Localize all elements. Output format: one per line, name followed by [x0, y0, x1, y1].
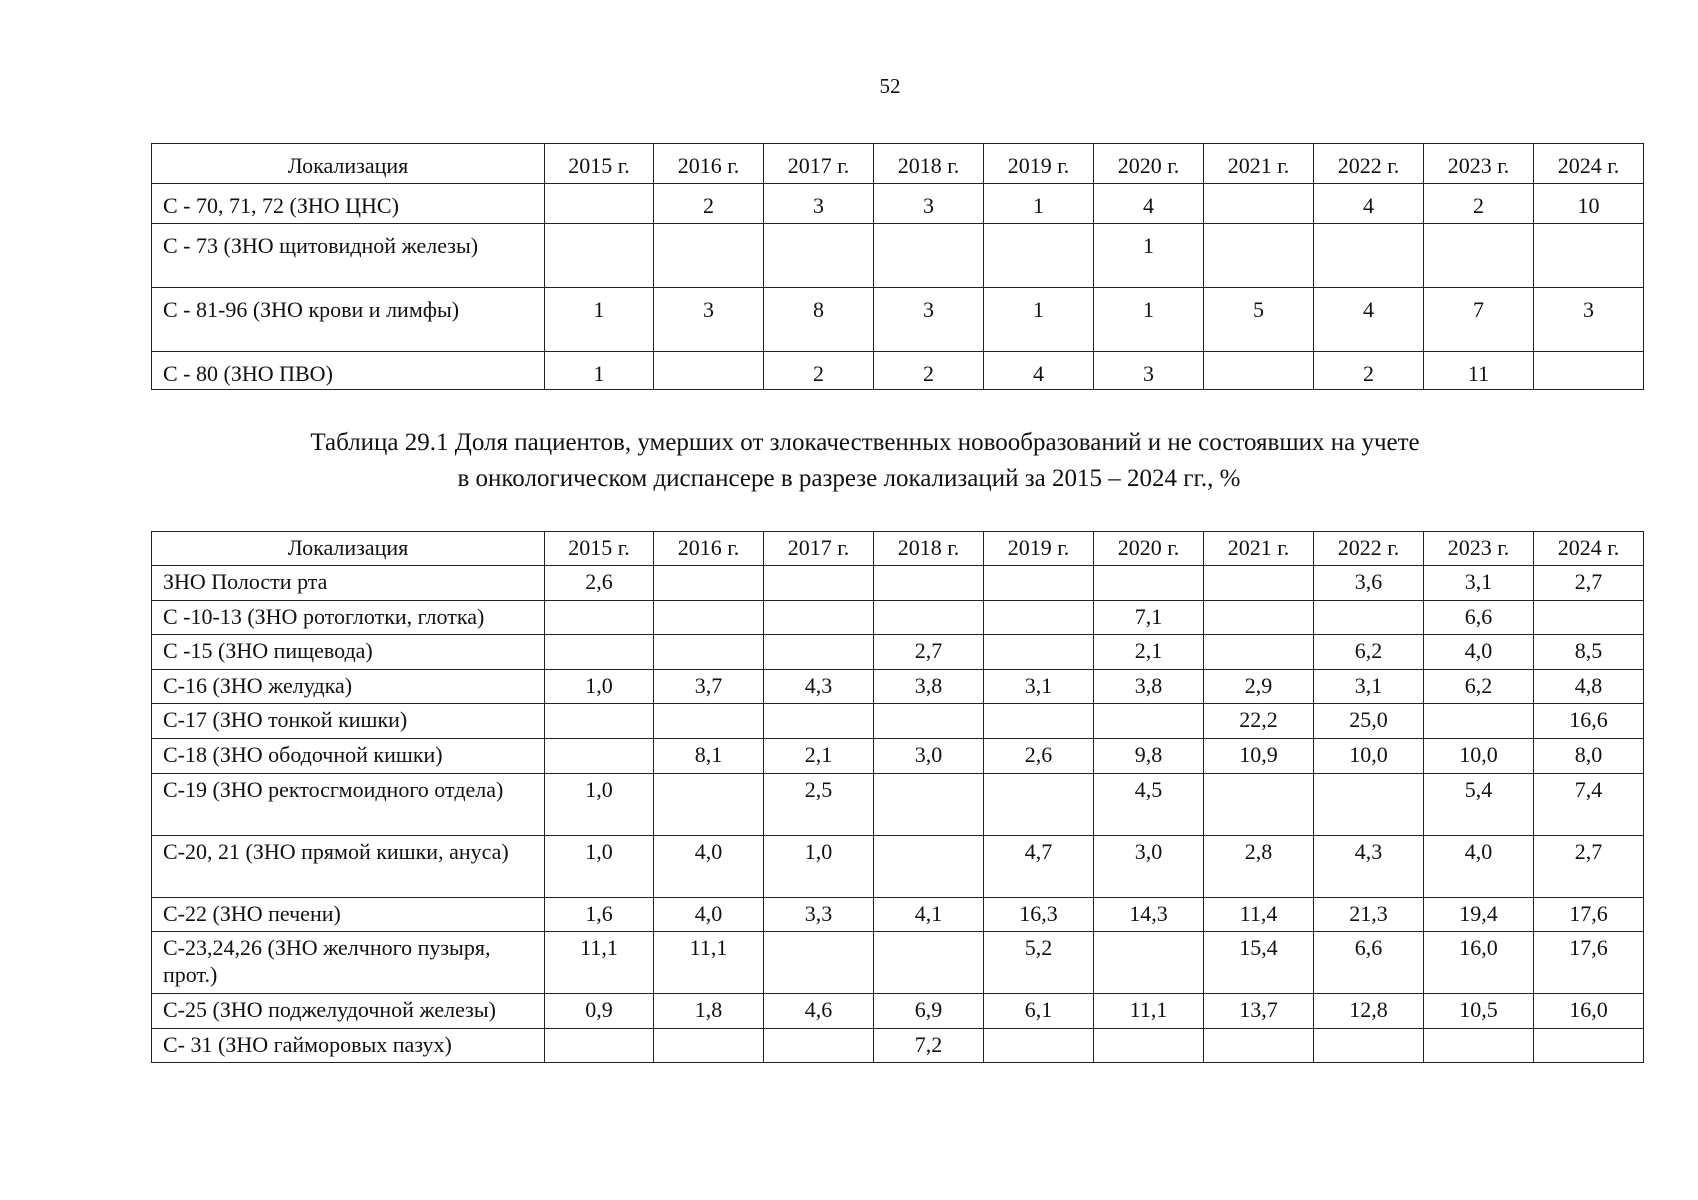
table-cell: 10 [1534, 184, 1644, 224]
table-cell: 4,0 [654, 835, 764, 897]
table-cell [984, 704, 1094, 739]
table-cell: 2,9 [1204, 669, 1314, 704]
row-label: С-17 (ЗНО тонкой кишки) [152, 704, 545, 739]
table-cell: 11,4 [1204, 897, 1314, 932]
table-cell: 14,3 [1094, 897, 1204, 932]
table-cell [1534, 1028, 1644, 1063]
table-cell [545, 635, 654, 670]
column-header-localization: Локализация [152, 532, 545, 566]
table-cell: 3,0 [874, 738, 984, 773]
table-row [152, 932, 1644, 994]
table-cell [1204, 635, 1314, 670]
table-cell: 2,7 [1534, 835, 1644, 897]
table-cell: 3,8 [874, 669, 984, 704]
table-cell: 8,1 [654, 738, 764, 773]
table-cell: 7,4 [1534, 773, 1644, 835]
table-cell: 13,7 [1204, 994, 1314, 1029]
table-cell: 2,1 [1094, 635, 1204, 670]
table-cell: 5,4 [1424, 773, 1534, 835]
table-cell [545, 1028, 654, 1063]
table-cell: 1 [1094, 224, 1204, 288]
table-cell: 17,6 [1534, 897, 1644, 932]
table-cell: 7,2 [874, 1028, 984, 1063]
table-header-row [152, 532, 1644, 566]
table-cell: 3 [1534, 288, 1644, 352]
table-cell: 1 [1094, 288, 1204, 352]
column-header-year: 2015 г. [545, 144, 654, 184]
table-cell: 2 [654, 184, 764, 224]
column-header-year: 2023 г. [1424, 144, 1534, 184]
table-cell: 2,6 [984, 738, 1094, 773]
table-cell [1314, 600, 1424, 635]
table-cell: 0,9 [545, 994, 654, 1029]
row-label: С - 70, 71, 72 (ЗНО ЦНС) [152, 184, 545, 224]
table-cell [1204, 352, 1314, 390]
column-header-localization: Локализация [152, 144, 545, 184]
table-row [152, 600, 1644, 635]
table-cell: 6,6 [1314, 932, 1424, 994]
table-cell [764, 932, 874, 994]
row-label: С -10-13 (ЗНО ротоглотки, глотка) [152, 600, 545, 635]
table-row [152, 224, 1644, 288]
table-localization-counts [151, 143, 1644, 390]
table-cell: 6,2 [1424, 669, 1534, 704]
table-cell [654, 704, 764, 739]
table-row [152, 897, 1644, 932]
table-cell [874, 600, 984, 635]
table-cell [1204, 1028, 1314, 1063]
column-header-year: 2017 г. [764, 144, 874, 184]
row-label: С-23,24,26 (ЗНО желчного пузыря, прот.) [152, 932, 545, 994]
table-cell [545, 224, 654, 288]
table-cell: 2 [764, 352, 874, 390]
page-number: 52 [879, 74, 901, 98]
table-cell [1204, 184, 1314, 224]
table-cell: 2,6 [545, 566, 654, 601]
table-cell: 11,1 [545, 932, 654, 994]
row-label: С - 73 (ЗНО щитовидной железы) [152, 224, 545, 288]
table-cell: 16,6 [1534, 704, 1644, 739]
table-cell: 3 [764, 184, 874, 224]
row-label: С-20, 21 (ЗНО прямой кишки, ануса) [152, 835, 545, 897]
column-header-year: 2017 г. [764, 532, 874, 566]
table-cell: 6,2 [1314, 635, 1424, 670]
table-cell: 17,6 [1534, 932, 1644, 994]
column-header-year: 2021 г. [1204, 532, 1314, 566]
table-cell: 3 [1094, 352, 1204, 390]
table-cell: 15,4 [1204, 932, 1314, 994]
table-cell: 1,6 [545, 897, 654, 932]
table-cell: 4,3 [1314, 835, 1424, 897]
table-row [152, 184, 1644, 224]
table-cell: 4 [984, 352, 1094, 390]
table-cell: 1 [984, 184, 1094, 224]
table-cell [874, 773, 984, 835]
table-cell: 11,1 [654, 932, 764, 994]
table-cell: 4,5 [1094, 773, 1204, 835]
row-label: ЗНО Полости рта [152, 566, 545, 601]
table-cell: 1,0 [764, 835, 874, 897]
row-label: С-22 (ЗНО печени) [152, 897, 545, 932]
table-cell: 1,8 [654, 994, 764, 1029]
table-cell [545, 704, 654, 739]
table-cell [1094, 1028, 1204, 1063]
table-cell: 3 [654, 288, 764, 352]
table-cell [545, 184, 654, 224]
table-cell: 10,0 [1424, 738, 1534, 773]
table-row [152, 669, 1644, 704]
row-label: С - 80 (ЗНО ПВО) [152, 352, 545, 390]
table-cell: 3 [874, 288, 984, 352]
table-cell: 3 [874, 184, 984, 224]
row-label: С -15 (ЗНО пищевода) [152, 635, 545, 670]
table-cell [1094, 566, 1204, 601]
row-label: С-25 (ЗНО поджелудочной железы) [152, 994, 545, 1029]
table-cell: 1,0 [545, 669, 654, 704]
table-cell: 3,7 [654, 669, 764, 704]
table-cell: 4,7 [984, 835, 1094, 897]
table-cell: 8 [764, 288, 874, 352]
column-header-year: 2019 г. [984, 144, 1094, 184]
column-header-year: 2021 г. [1204, 144, 1314, 184]
table-cell [984, 635, 1094, 670]
table-cell: 4,3 [764, 669, 874, 704]
table-cell [764, 1028, 874, 1063]
table-cell: 4,8 [1534, 669, 1644, 704]
table-cell [1094, 932, 1204, 994]
table-caption [0, 425, 1698, 497]
table-cell: 2 [1424, 184, 1534, 224]
table-cell [1094, 704, 1204, 739]
table-cell [1204, 566, 1314, 601]
table-cell: 19,4 [1424, 897, 1534, 932]
table-row [152, 738, 1644, 773]
table-cell [984, 1028, 1094, 1063]
table-cell [545, 600, 654, 635]
table-cell [874, 704, 984, 739]
table-cell: 4,0 [1424, 635, 1534, 670]
table-cell: 2 [874, 352, 984, 390]
table-cell: 6,9 [874, 994, 984, 1029]
table-cell [1204, 773, 1314, 835]
table-cell: 1,0 [545, 773, 654, 835]
column-header-year: 2020 г. [1094, 532, 1204, 566]
table-cell [1424, 704, 1534, 739]
table-cell: 6,1 [984, 994, 1094, 1029]
table-cell: 2,1 [764, 738, 874, 773]
table-row [152, 773, 1644, 835]
caption-line-2: в онкологическом диспансере в разрезе локализаций за 2015 – 2024 гг., % [457, 465, 1241, 492]
table-cell: 3,0 [1094, 835, 1204, 897]
column-header-year: 2018 г. [874, 532, 984, 566]
table-mortality-share [151, 531, 1644, 1063]
row-label: С-19 (ЗНО ректосгмоидного отдела) [152, 773, 545, 835]
table-cell: 11 [1424, 352, 1534, 390]
table-cell: 8,0 [1534, 738, 1644, 773]
table-cell [654, 566, 764, 601]
table-cell: 22,2 [1204, 704, 1314, 739]
table-cell: 8,5 [1534, 635, 1644, 670]
column-header-year: 2023 г. [1424, 532, 1534, 566]
table-cell [874, 835, 984, 897]
table-row [152, 994, 1644, 1029]
column-header-year: 2018 г. [874, 144, 984, 184]
table-cell: 2,8 [1204, 835, 1314, 897]
table-cell [545, 738, 654, 773]
table-row [152, 566, 1644, 601]
table-cell [874, 224, 984, 288]
table-cell [1424, 224, 1534, 288]
table-cell [984, 224, 1094, 288]
table-cell [654, 352, 764, 390]
table-cell [764, 635, 874, 670]
table-cell: 12,8 [1314, 994, 1424, 1029]
table-cell: 16,0 [1424, 932, 1534, 994]
table-cell: 4,0 [1424, 835, 1534, 897]
caption-line-1: Таблица 29.1 Доля пациентов, умерших от злокачественных новообразований и не состоявших на учете [310, 429, 1420, 456]
table-cell [654, 600, 764, 635]
table-cell [984, 600, 1094, 635]
table-cell [764, 566, 874, 601]
table-row [152, 1028, 1644, 1063]
column-header-year: 2016 г. [654, 144, 764, 184]
table-cell [1534, 224, 1644, 288]
column-header-year: 2022 г. [1314, 144, 1424, 184]
row-label: С-18 (ЗНО ободочной кишки) [152, 738, 545, 773]
table-cell [1314, 773, 1424, 835]
table-cell: 10,9 [1204, 738, 1314, 773]
table-row [152, 352, 1644, 390]
table-row [152, 704, 1644, 739]
table-row [152, 635, 1644, 670]
table-cell [984, 566, 1094, 601]
table-row [152, 288, 1644, 352]
table-cell: 1,0 [545, 835, 654, 897]
table-cell [654, 773, 764, 835]
table-cell [1314, 1028, 1424, 1063]
table-cell [874, 932, 984, 994]
table-cell [1424, 1028, 1534, 1063]
table-cell [874, 566, 984, 601]
table-cell [654, 224, 764, 288]
table-row [152, 835, 1644, 897]
table-cell: 21,3 [1314, 897, 1424, 932]
column-header-year: 2019 г. [984, 532, 1094, 566]
table-header-row [152, 144, 1644, 184]
table-cell: 25,0 [1314, 704, 1424, 739]
table-cell: 1 [545, 288, 654, 352]
table-cell: 11,1 [1094, 994, 1204, 1029]
table-cell [1534, 352, 1644, 390]
table-cell: 4,1 [874, 897, 984, 932]
table-cell: 7 [1424, 288, 1534, 352]
table-cell [654, 635, 764, 670]
table-cell: 10,5 [1424, 994, 1534, 1029]
table-cell: 3,1 [1424, 566, 1534, 601]
table-cell: 2,5 [764, 773, 874, 835]
table-cell: 5 [1204, 288, 1314, 352]
table-cell: 3,1 [984, 669, 1094, 704]
table-cell: 2 [1314, 352, 1424, 390]
table-cell: 16,3 [984, 897, 1094, 932]
table-cell: 1 [984, 288, 1094, 352]
table-cell [1204, 600, 1314, 635]
table-cell [1314, 224, 1424, 288]
table-cell: 3,1 [1314, 669, 1424, 704]
table-cell: 4 [1314, 288, 1424, 352]
column-header-year: 2016 г. [654, 532, 764, 566]
table-cell [984, 773, 1094, 835]
table-cell: 9,8 [1094, 738, 1204, 773]
table-cell: 3,8 [1094, 669, 1204, 704]
row-label: С-16 (ЗНО желудка) [152, 669, 545, 704]
table-cell [764, 704, 874, 739]
table-cell [1204, 224, 1314, 288]
table-cell [654, 1028, 764, 1063]
table-cell: 2,7 [874, 635, 984, 670]
column-header-year: 2015 г. [545, 532, 654, 566]
table-cell [764, 600, 874, 635]
table-cell [764, 224, 874, 288]
table-cell: 4 [1314, 184, 1424, 224]
table-cell: 4,0 [654, 897, 764, 932]
table-cell: 6,6 [1424, 600, 1534, 635]
column-header-year: 2020 г. [1094, 144, 1204, 184]
column-header-year: 2022 г. [1314, 532, 1424, 566]
row-label: С - 81-96 (ЗНО крови и лимфы) [152, 288, 545, 352]
table-cell: 2,7 [1534, 566, 1644, 601]
table-cell: 16,0 [1534, 994, 1644, 1029]
table-cell: 7,1 [1094, 600, 1204, 635]
table-cell: 1 [545, 352, 654, 390]
table-cell: 3,6 [1314, 566, 1424, 601]
table-cell: 4,6 [764, 994, 874, 1029]
table-cell: 10,0 [1314, 738, 1424, 773]
column-header-year: 2024 г. [1534, 532, 1644, 566]
table-cell: 4 [1094, 184, 1204, 224]
table-cell [1534, 600, 1644, 635]
row-label: С- 31 (ЗНО гайморовых пазух) [152, 1028, 545, 1063]
table-cell: 5,2 [984, 932, 1094, 994]
table-cell: 3,3 [764, 897, 874, 932]
column-header-year: 2024 г. [1534, 144, 1644, 184]
